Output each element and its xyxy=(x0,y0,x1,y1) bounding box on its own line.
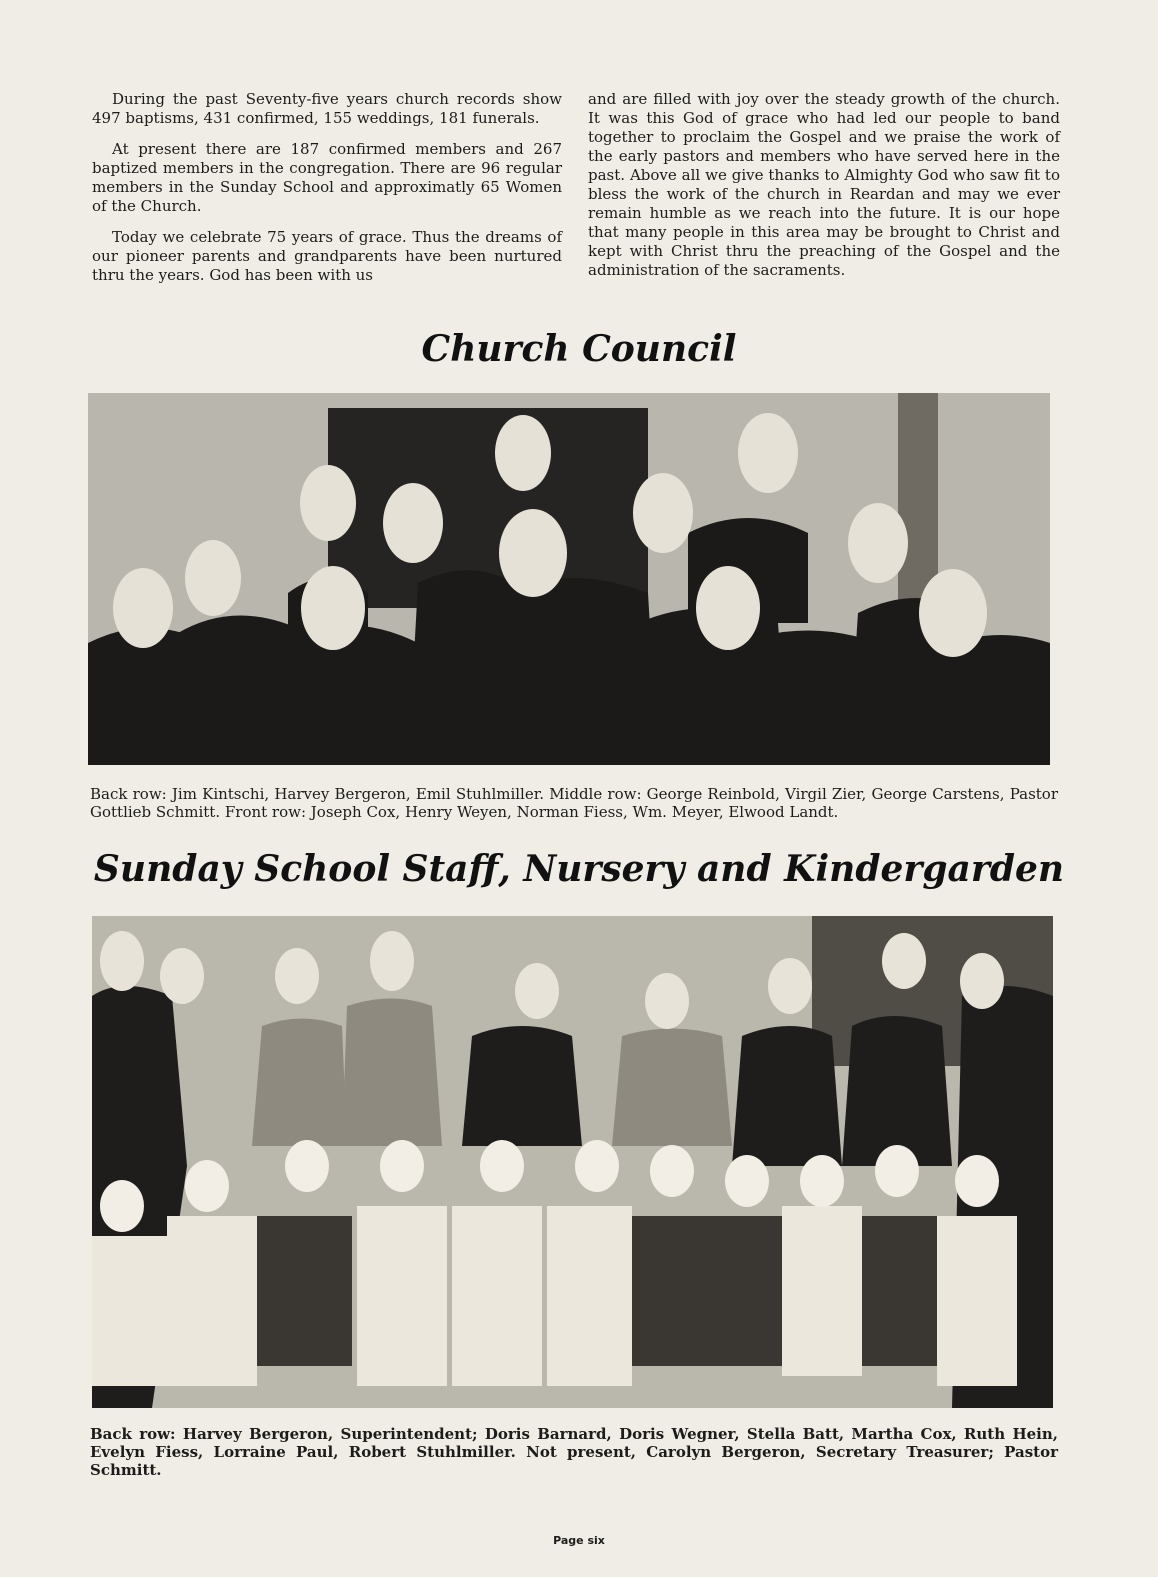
intro-paragraph-4: and are filled with joy over the steady growth of the church. It was this God of grace who had led our people to band together to proclaim the Gospel and we praise the work of the early pastors and members who have served here in the past. Above all we give thanks to Almighty God who saw fit to bless the work of the church in Reardan and may we ever remain humble as we reach into the future. It is our hope that many people in this area may be brought to Christ and kept with Christ thru the preaching of the Gospel and the administration of the sacraments. xyxy=(588,90,1060,279)
intro-paragraph-2: At present there are 187 confirmed members and 267 baptized members in the congregation. There are 96 regular members in the Sunday School and approximatly 65 Women of the Church. xyxy=(92,140,562,215)
intro-paragraph-1: During the past Seventy-five years church records show 497 baptisms, 431 confirmed, 155 weddings, 181 funerals. xyxy=(92,90,562,127)
intro-right-column xyxy=(588,90,1060,292)
sunday-school-heading: Sunday School Staff, Nursery and Kindergarden xyxy=(93,848,1065,890)
page-number: Page six xyxy=(553,1534,605,1547)
intro-left-column xyxy=(92,90,562,297)
sunday-school-caption: Back row: Harvey Bergeron, Superintendent; Doris Barnard, Doris Wegner, Stella Batt, Martha Cox, Ruth Hein, Evelyn Fiess, Lorraine Paul, Robert Stuhlmiller. Not present, Carolyn Bergeron, Secretary Treasurer; Pastor Schmitt. xyxy=(90,1425,1058,1479)
intro-paragraph-3: Today we celebrate 75 years of grace. Thus the dreams of our pioneer parents and grandparents have been nurtured thru the years. God has been with us xyxy=(92,228,562,284)
church-council-caption: Back row: Jim Kintschi, Harvey Bergeron, Emil Stuhlmiller. Middle row: George Reinbold, Virgil Zier, George Carstens, Pastor Gottlieb Schmitt. Front row: Joseph Cox, Henry Weyen, Norman Fiess, Wm. Meyer, Elwood Landt. xyxy=(90,785,1058,821)
church-council-heading: Church Council xyxy=(421,328,737,370)
church-council-photo xyxy=(88,393,1050,765)
sunday-school-photo xyxy=(92,916,1053,1408)
